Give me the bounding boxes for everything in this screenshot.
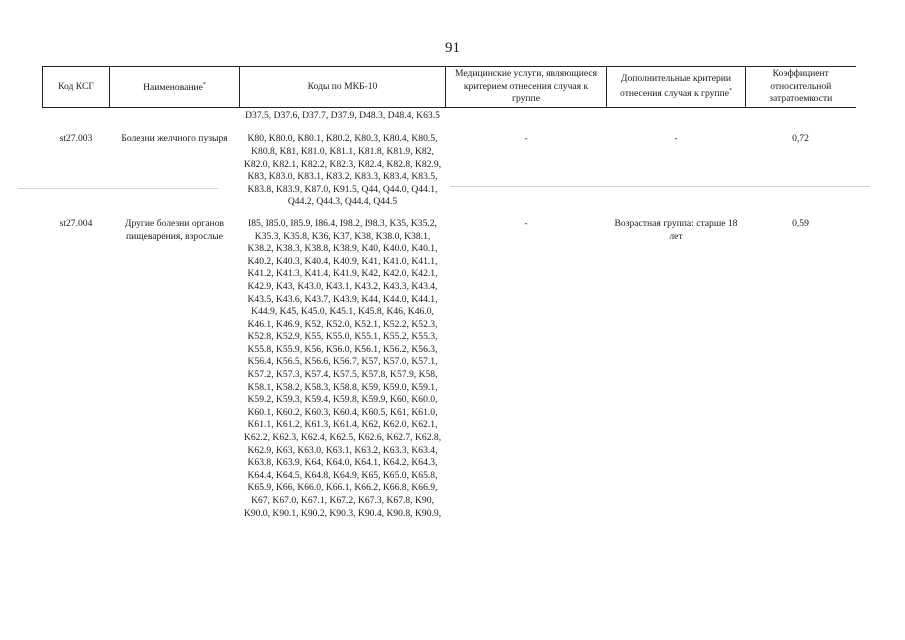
table-row [43, 217, 856, 521]
header-services: Медицинские услуги, являющиеся критерием отнесения случая к группе [446, 67, 607, 108]
footnote-mark: * [728, 88, 732, 95]
cell-code: st27.003 [59, 133, 93, 145]
ksg-table [42, 66, 856, 521]
table-header-row [43, 67, 856, 108]
cell-extra [607, 107, 746, 132]
cell-services: - [524, 133, 528, 145]
header-icd: Коды по МКБ-10 [240, 67, 446, 108]
cell-extra: - [674, 133, 678, 145]
cell-icd: K80, K80.0, K80.1, K80.2, K80.3, K80.4, K80.5, K80.8, K81, K81.0, K81.1, K81.8, K81.9, K82, K82.0, K82.1, K82.2, K82.3, K82.4, K82.8, K82.9, K83, K83.0, K83.1, K83.2, K83.3, K83.4, K83.5, K83.8, K83.9, K87.0, K91.5, Q44, Q44.0, Q44.1, Q44.2, Q44.3, Q44.4, Q44.5 [243, 133, 442, 208]
cell-code [43, 107, 110, 132]
cell-icd: D37.5, D37.6, D37.7, D37.9, D48.3, D48.4, K63.5 [245, 109, 440, 121]
cell-code: st27.004 [59, 217, 93, 229]
cell-services [446, 107, 607, 132]
header-name: Наименование* [110, 67, 240, 108]
cell-name: Другие болезни органов пищеварения, взрослые [124, 217, 225, 242]
cell-coef: 0,59 [792, 217, 809, 229]
cell-name: Болезни желчного пузыря [121, 133, 228, 145]
cell-icd: I85, I85.0, I85.9, I86.4, I98.2, I98.3, K35, K35.2, K35.3, K35.8, K36, K37, K38, K38.0, K38.1, K38.2, K38.3, K38.8, K38.9, K40, K40.0, K40.1, K40.2, K40.3, K40.4, K40.9, K41, K41.0, K41.1, K41.2, K41.3, K41.4, K41.9, K42, K42.0, K42.1, K42.9, K43, K43.0, K43.1, K43.2, K43.3, K43.4, K43.5, K43.6, K43.7, K43.9, K44, K44.0, K44.1, K44.9, K45, K45.0, K45.1, K45.8, K46, K46.0, K46.1, K46.9, K52, K52.0, K52.1, K52.2, K52.3, K52.8, K52.9, K55, K55.0, K55.1, K55.2, K55.3, K55.8, K55.9, K56, K56.0, K56.1, K56.2, K56.3, K56.4, K56.5, K56.6, K56.7, K57, K57.0, K57.1, K57.2, K57.3, K57.4, K57.5, K57.8, K57.9, K58, K58.1, K58.2, K58.3, K58.8, K59, K59.0, K59.1, K59.2, K59.3, K59.4, K59.8, K59.9, K60, K60.0, K60.1, K60.2, K60.3, K60.4, K60.5, K61, K61.0, K61.1, K61.2, K61.3, K61.4, K62, K62.0, K62.1, K62.2, K62.3, K62.4, K62.5, K62.6, K62.7, K62.8, K62.9, K63, K63.0, K63.1, K63.2, K63.3, K63.4, K63.8, K63.9, K64, K64.0, K64.1, K64.2, K64.3, K64.4, K64.5, K64.8, K64.9, K65, K65.0, K65.8, K65.9, K66, K66.0, K66.1, K66.2, K66.8, K66.9, K67, K67.0, K67.1, K67.2, K67.3, K67.8, K90, K90.0, K90.1, K90.2, K90.3, K90.4, K90.8, K90.9, [243, 217, 442, 519]
table-row [43, 132, 856, 217]
cell-coef: 0,72 [792, 133, 809, 145]
header-coef: Коэффициент относительной затратоемкости [746, 67, 856, 108]
header-code: Код КСГ [43, 67, 110, 108]
page-number: 91 [445, 40, 460, 56]
cell-name [110, 107, 240, 132]
cell-coef [746, 107, 856, 132]
header-extra: Дополнительные критерии отнесения случая к группе* [607, 67, 746, 108]
cell-services: - [524, 217, 528, 229]
cell-extra: Возрастная группа: старше 18 лет [614, 217, 738, 242]
footnote-mark: * [202, 82, 206, 88]
table-row [43, 107, 856, 132]
